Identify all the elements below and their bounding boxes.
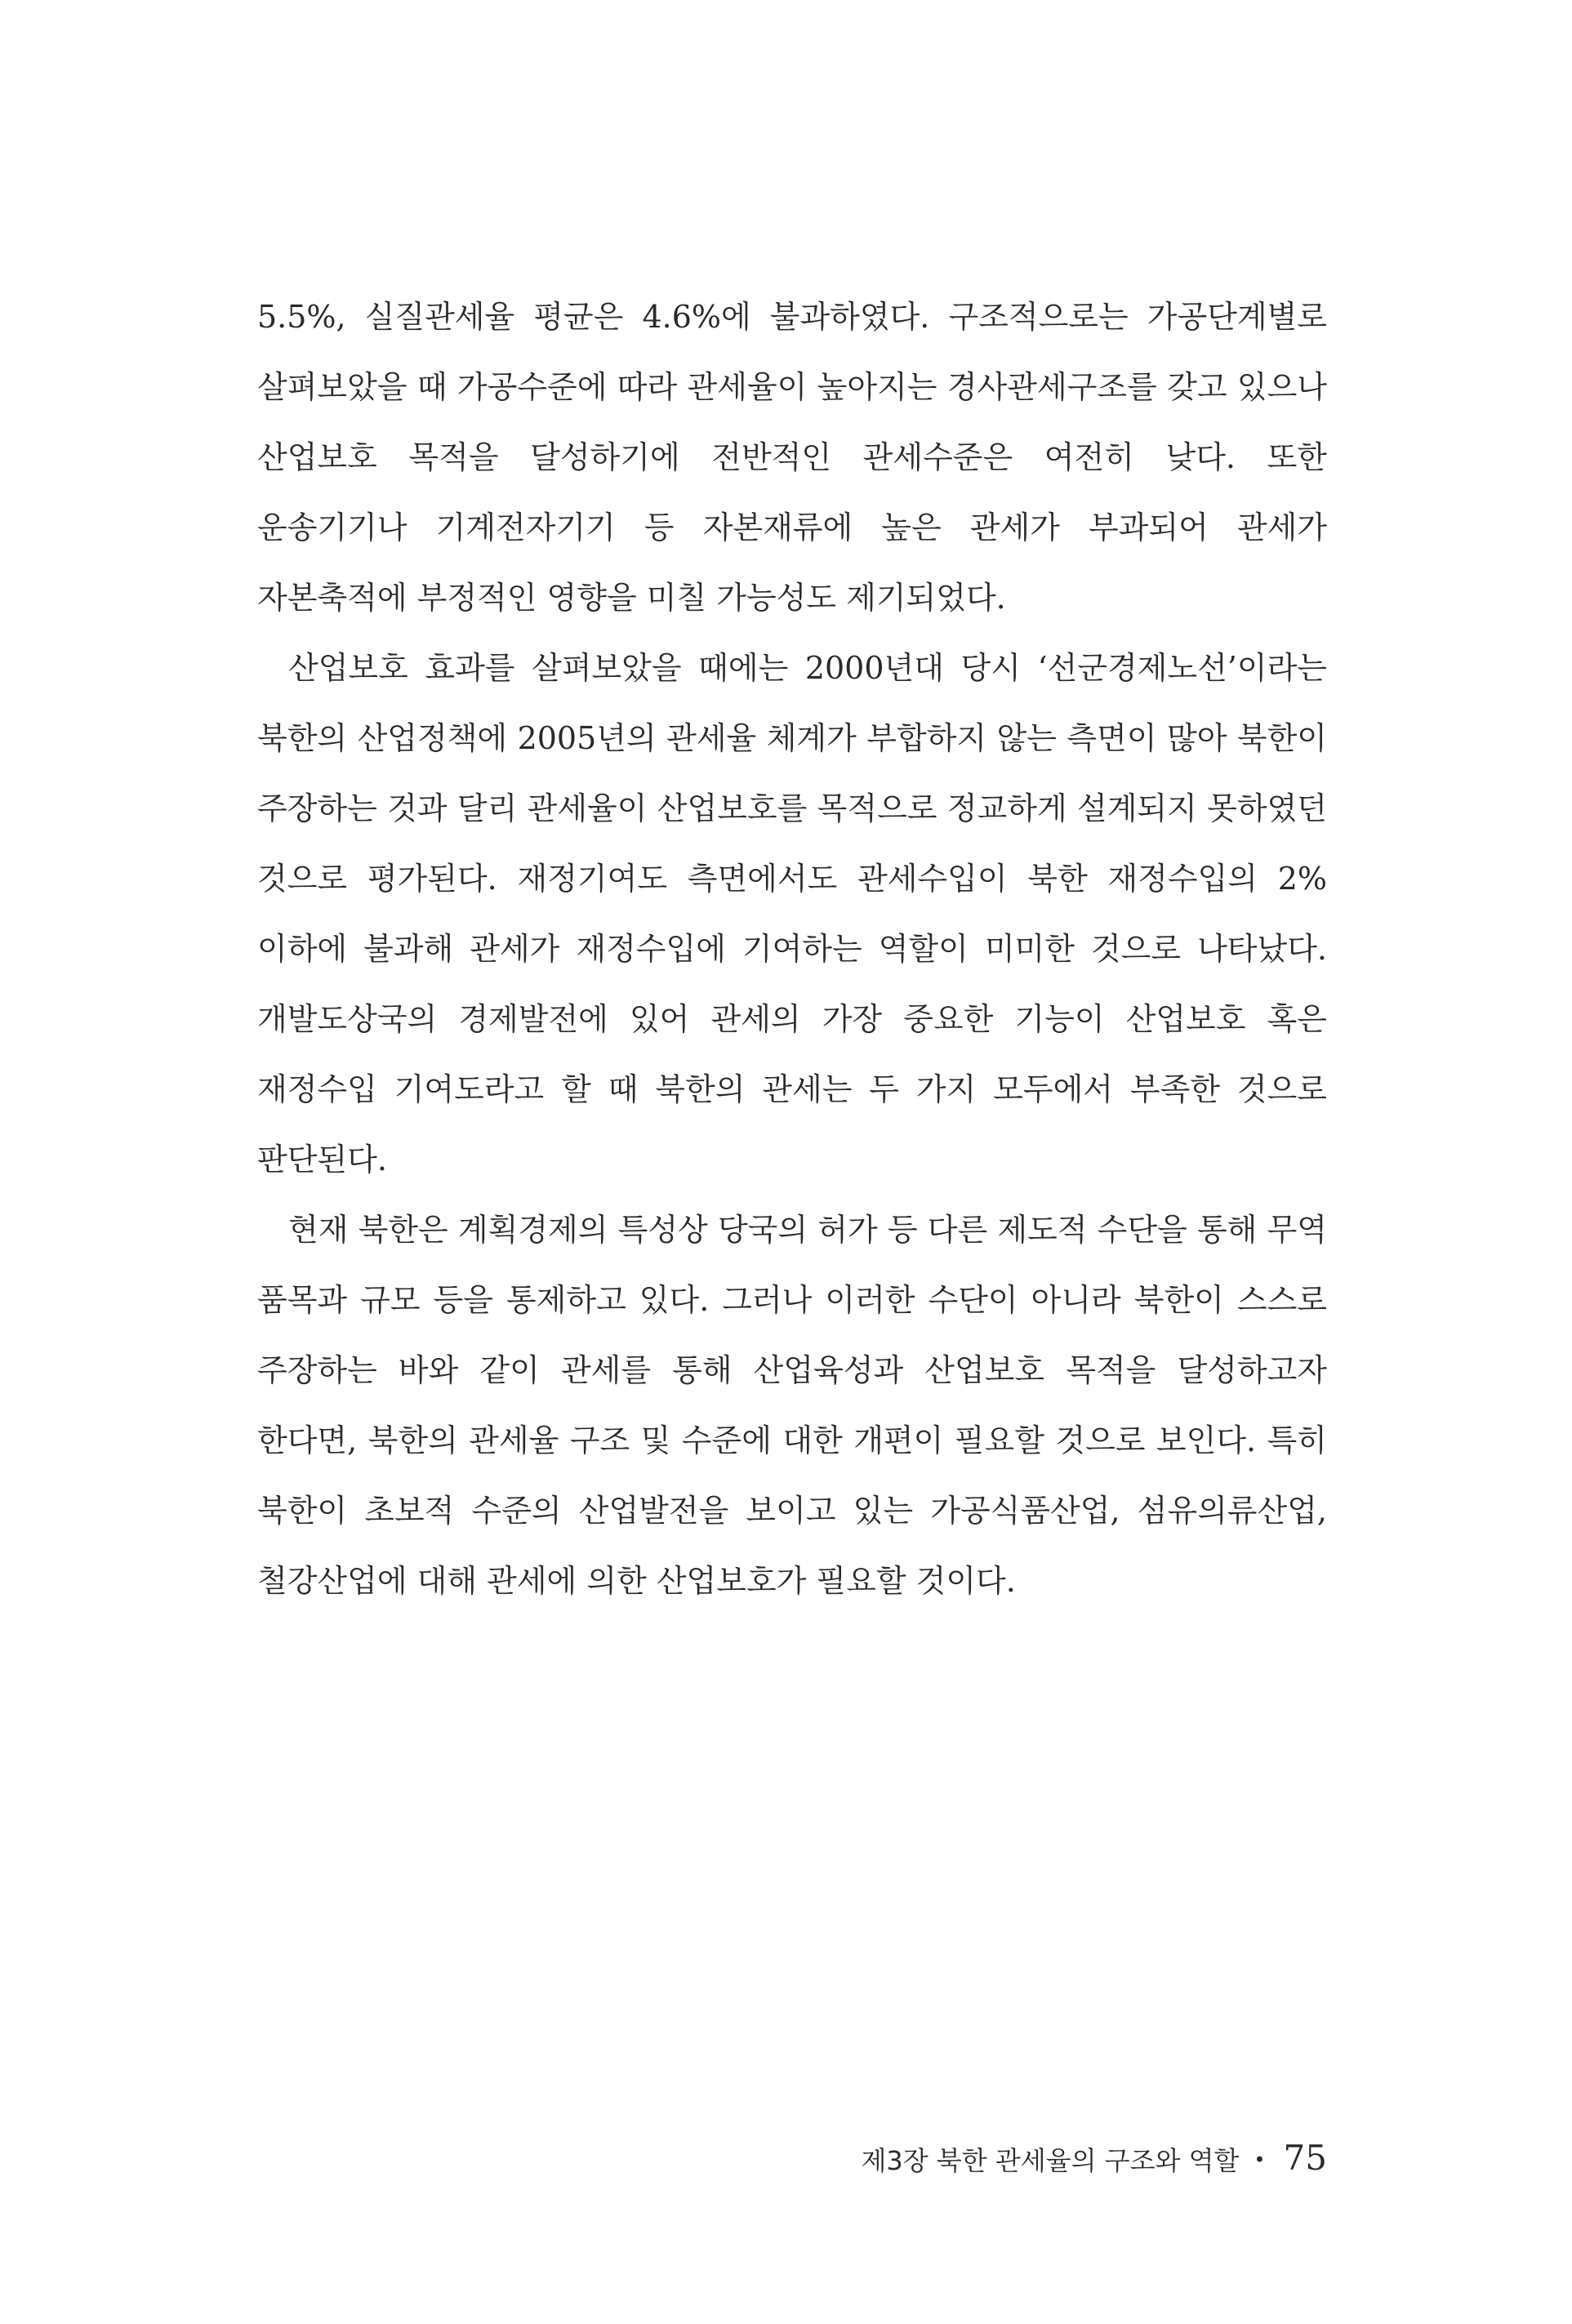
paragraph-2: 산업보호 효과를 살펴보았을 때에는 2000년대 당시 ‘선군경제노선’이라는 북한의 산업정책에 2005년의 관세율 체계가 부합하지 않는 측면이 많아 북한이 주장하는 것과 달리 관세율이 산업보호를 목적으로 정교하게 설계되지 못하였던 것으로 평가된다. 재정기여도 측면에서도 관세수입이 북한 재정수입의 2% 이하에 불과해 관세가 재정수입에 기여하는 역할이 미미한 것으로 나타났다. 개발도상국의 경제발전에 있어 관세의 가장 중요한 기능이 산업보호 혹은 재정수입 기여도라고 할 때 북한의 관세는 두 가지 모두에서 부족한 것으로 판단된다.	[257, 650, 1327, 1178]
page-number: 75	[1283, 2138, 1327, 2178]
footer-separator: •	[1254, 2148, 1266, 2171]
chapter-title: 제3장 북한 관세율의 구조와 역할	[861, 2145, 1240, 2176]
paragraph-1: 5.5%, 실질관세율 평균은 4.6%에 불과하였다. 구조적으로는 가공단계별로 살펴보았을 때 가공수준에 따라 관세율이 높아지는 경사관세구조를 갖고 있으나 산업보호 목적을 달성하기에 전반적인 관세수준은 여전히 낮다. 또한 운송기기나 기계전자기기 등 자본재류에 높은 관세가 부과되어 관세가 자본축적에 부정적인 영향을 미칠 가능성도 제기되었다.	[257, 299, 1327, 616]
paragraph-3: 현재 북한은 계획경제의 특성상 당국의 허가 등 다른 제도적 수단을 통해 무역 품목과 규모 등을 통제하고 있다. 그러나 이러한 수단이 아니라 북한이 스스로 주장하는 바와 같이 관세를 통해 산업육성과 산업보호 목적을 달성하고자 한다면, 북한의 관세율 구조 및 수준에 대한 개편이 필요할 것으로 보인다. 특히 북한이 초보적 수준의 산업발전을 보이고 있는 가공식품산업, 섬유의류산업, 철강산업에 대해 관세에 의한 산업보호가 필요할 것이다.	[257, 1212, 1327, 1599]
running-footer	[861, 2138, 1327, 2184]
body-text	[257, 282, 1327, 1616]
